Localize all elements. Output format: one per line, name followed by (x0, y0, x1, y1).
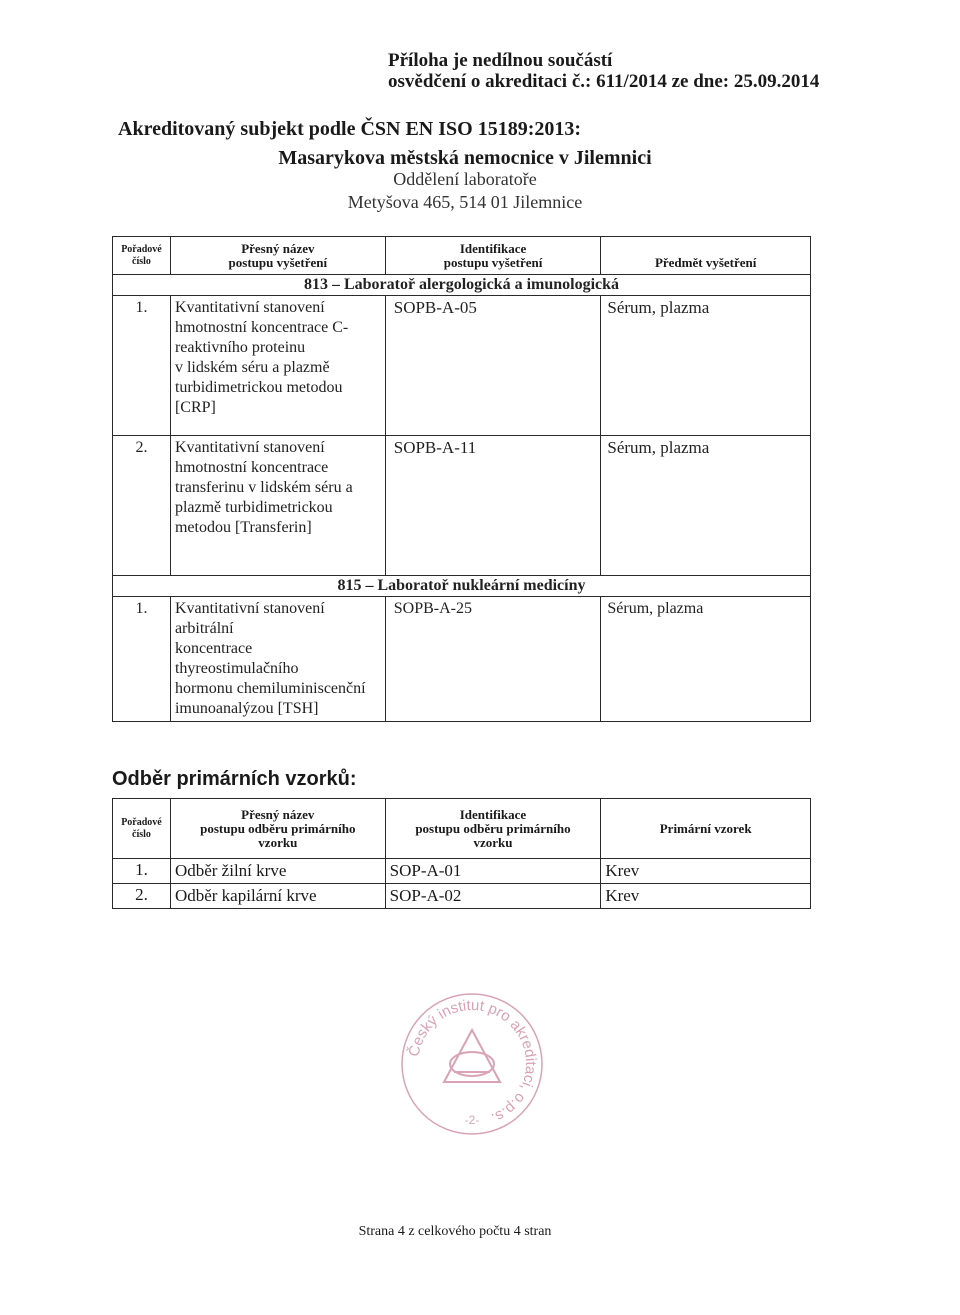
sampling-heading: Odběr primárních vzorků: (112, 768, 357, 790)
exam-subject: Sérum, plazma (601, 597, 811, 722)
annex-note (388, 50, 819, 92)
stamp-ring-text: Český institut pro akreditaci, o.p.s. (405, 996, 540, 1127)
exam-subject: Sérum, plazma (601, 296, 811, 436)
sampling-id: SOP-A-02 (385, 884, 601, 909)
col-id: Identifikace postupu odběru primárního vzorku (385, 799, 601, 859)
sampling-table (112, 798, 811, 909)
procedure-id: SOPB-A-05 (385, 296, 601, 436)
annex-line-1: Příloha je nedílnou součástí (388, 50, 613, 71)
col-id: Identifikace postupu vyšetření (385, 237, 601, 275)
org-name: Masarykova městská nemocnice v Jilemnici (278, 147, 652, 169)
procedure-name: Kvantitativní stanovení hmotnostní koncentrace transferinu v lidském séru a plazmě turbidimetrickou metodou [Transferin] (170, 436, 385, 576)
procedure-id: SOPB-A-11 (385, 436, 601, 576)
table-row (113, 436, 811, 576)
primary-sample: Krev (601, 884, 811, 909)
table-row (113, 597, 811, 722)
org-department: Oddělení laboratoře (393, 169, 537, 189)
sampling-name: Odběr kapilární krve (170, 884, 385, 909)
col-subject: Předmět vyšetření (601, 237, 811, 275)
col-name: Přesný název postupu odběru primárního vzorku (170, 799, 385, 859)
row-number: 1. (113, 859, 171, 884)
page-footer: Strana 4 z celkového počtu 4 stran (358, 1224, 552, 1239)
sampling-table-header (113, 799, 811, 859)
exam-table-header (113, 237, 811, 275)
stamp-number: -2- (464, 1113, 480, 1127)
procedure-name: Kvantitativní stanovení hmotnostní koncentrace C- reaktivního proteinu v lidském séru a plazmě turbidimetrickou metodou [CRP] (170, 296, 385, 436)
table-row (113, 859, 811, 884)
exam-table (112, 236, 811, 722)
col-order: Pořadové číslo (113, 237, 171, 275)
row-number: 1. (113, 597, 171, 722)
procedure-name: Kvantitativní stanovení arbitrální koncentrace thyreostimulačního hormonu chemiluminiscenční imunoanalýzou [TSH] (170, 597, 385, 722)
exam-subject: Sérum, plazma (601, 436, 811, 576)
table-row (113, 884, 811, 909)
col-name: Přesný název postupu vyšetření (170, 237, 385, 275)
section-title-813: 813 – Laboratoř alergologická a imunologická (113, 275, 811, 296)
org-address: Metyšova 465, 514 01 Jilemnice (347, 192, 583, 212)
section-title-815: 815 – Laboratoř nukleární medicíny (113, 576, 811, 597)
col-order: Pořadové číslo (113, 799, 171, 859)
sampling-name: Odběr žilní krve (170, 859, 385, 884)
row-number: 2. (113, 436, 171, 576)
accredited-subject: Akreditovaný subjekt podle ČSN EN ISO 15189:2013: (118, 118, 582, 140)
section-row (113, 275, 811, 296)
accreditation-stamp (392, 984, 552, 1144)
stamp-logo-icon (444, 1030, 500, 1082)
procedure-id: SOPB-A-25 (385, 597, 601, 722)
table-row (113, 296, 811, 436)
row-number: 2. (113, 884, 171, 909)
primary-sample: Krev (601, 859, 811, 884)
row-number: 1. (113, 296, 171, 436)
section-row (113, 576, 811, 597)
sampling-id: SOP-A-01 (385, 859, 601, 884)
col-sample: Primární vzorek (601, 799, 811, 859)
annex-line-2: osvědčení o akreditaci č.: 611/2014 ze dne: 25.09.2014 (388, 71, 820, 92)
